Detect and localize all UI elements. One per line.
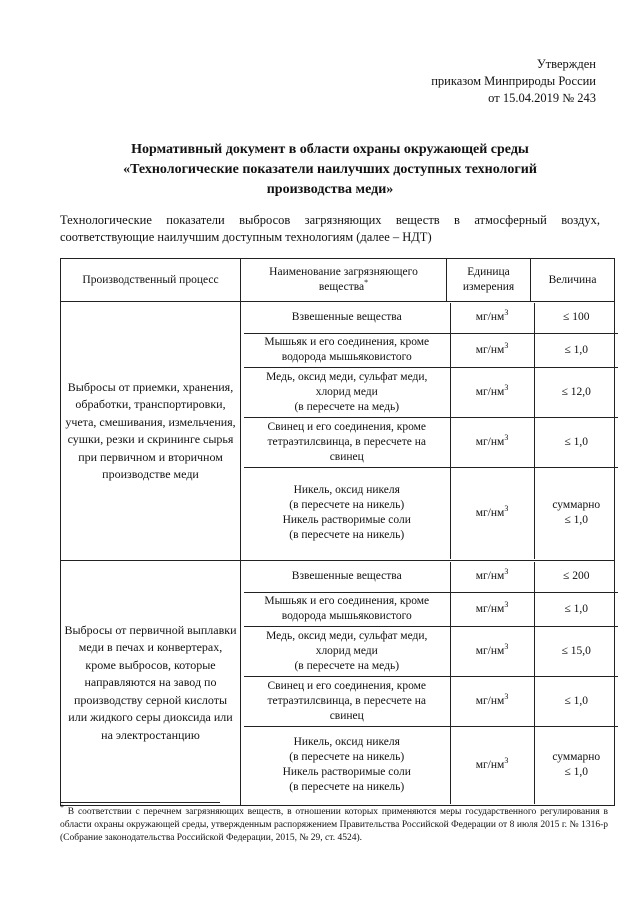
value-line: ≤ 15,0 bbox=[561, 644, 591, 657]
substance-cell bbox=[244, 367, 450, 417]
substance-cell bbox=[244, 626, 450, 676]
approval-line: Утвержден bbox=[536, 57, 596, 71]
document-title bbox=[60, 140, 600, 200]
unit-text: мг/нм bbox=[475, 343, 505, 356]
footnote-text: В соответствии с перечнем загрязняющих веществ, в отношении которых применяются меры государственного регулирования в области охраны окружающей среды, утвержденным распоряжением Правительства Российской Федерации от 8 июля 2015 г. № 1316-р (Собрание законодательства Российской Федерации, 2015, № 29, ст. 4524). bbox=[60, 807, 608, 843]
value-cell bbox=[534, 726, 618, 804]
unit-exponent: 3 bbox=[504, 308, 509, 318]
unit-cell bbox=[450, 676, 534, 726]
value-line: ≤ 12,0 bbox=[561, 385, 591, 398]
unit-exponent: 3 bbox=[504, 382, 509, 392]
unit-cell bbox=[450, 367, 534, 417]
value-cell bbox=[534, 333, 618, 367]
unit-cell bbox=[450, 562, 534, 592]
approval-line: от 15.04.2019 № 243 bbox=[488, 91, 596, 105]
substance-line: Взвешенные вещества bbox=[291, 570, 402, 583]
substance-line: (в пересчете на медь) bbox=[294, 659, 400, 672]
unit-exponent: 3 bbox=[504, 340, 509, 350]
substance-line: свинец bbox=[329, 709, 364, 722]
substance-line: Мышьяк и его соединения, кроме bbox=[264, 336, 430, 348]
approval-line: приказом Минприроды России bbox=[431, 74, 596, 88]
unit-exponent: 3 bbox=[504, 567, 509, 577]
substance-line: (в пересчете на никель) bbox=[289, 499, 405, 512]
table-row bbox=[244, 676, 618, 726]
title-line: «Технологические показатели наилучших доступных технологий bbox=[123, 162, 537, 177]
value-cell bbox=[534, 626, 618, 676]
table-row bbox=[244, 592, 618, 626]
unit-text: мг/нм bbox=[475, 506, 505, 519]
unit-text: мг/нм bbox=[475, 602, 505, 615]
unit-text: мг/нм bbox=[475, 435, 505, 448]
unit-text: мг/нм bbox=[475, 570, 505, 583]
process-cell: Выбросы от приемки, хранения, обработки, транспортировки, учета, смешивания, измельчения, сушки, резки и скрининге сырья при первичном и вторичном производстве меди bbox=[61, 302, 241, 561]
unit-cell bbox=[450, 333, 534, 367]
value-line: ≤ 1,0 bbox=[564, 766, 589, 779]
value-line: суммарно bbox=[552, 499, 601, 512]
indicators-table bbox=[60, 258, 615, 806]
value-line: ≤ 1,0 bbox=[564, 343, 589, 356]
substance-line: Никель растворимые соли bbox=[282, 766, 411, 779]
title-line: производства меди» bbox=[266, 182, 394, 197]
unit-exponent: 3 bbox=[504, 641, 509, 651]
unit-text: мг/нм bbox=[475, 694, 505, 707]
header-value: Величина bbox=[531, 259, 615, 302]
substance-line: Мышьяк и его соединения, кроме bbox=[264, 595, 430, 607]
table-group-row bbox=[61, 561, 615, 806]
title-line: Нормативный документ в области охраны окружающей среды bbox=[131, 142, 529, 157]
substance-line: Взвешенные вещества bbox=[291, 311, 402, 324]
header-substance bbox=[241, 259, 447, 302]
group-rows-cell bbox=[241, 302, 615, 561]
substance-cell bbox=[244, 726, 450, 804]
header-process: Производственный процесс bbox=[61, 259, 241, 302]
substance-line: водорода мышьяковистого bbox=[281, 610, 412, 622]
unit-cell bbox=[450, 726, 534, 804]
intro-line: соответствующие наилучшим доступным технологиям (далее – НДТ) bbox=[60, 230, 432, 244]
unit-cell bbox=[450, 303, 534, 333]
substance-line: (в пересчете на медь) bbox=[294, 400, 400, 413]
table-group-row bbox=[61, 302, 615, 561]
value-cell bbox=[534, 592, 618, 626]
unit-text: мг/нм bbox=[475, 758, 505, 771]
substance-line: водорода мышьяковистого bbox=[281, 351, 412, 363]
header-unit: Единица измерения bbox=[447, 259, 531, 302]
value-cell bbox=[534, 417, 618, 467]
value-cell bbox=[534, 676, 618, 726]
unit-text: мг/нм bbox=[475, 311, 505, 324]
table-row bbox=[244, 626, 618, 676]
unit-exponent: 3 bbox=[504, 432, 509, 442]
value-cell bbox=[534, 467, 618, 559]
value-line: ≤ 1,0 bbox=[564, 694, 589, 707]
value-line: ≤ 100 bbox=[563, 311, 590, 324]
unit-cell bbox=[450, 592, 534, 626]
substance-line: Никель, оксид никеля bbox=[293, 736, 400, 749]
value-line: ≤ 1,0 bbox=[564, 435, 589, 448]
unit-exponent: 3 bbox=[504, 755, 509, 765]
substance-line: Никель, оксид никеля bbox=[293, 484, 400, 497]
substance-line: хлорид меди bbox=[315, 385, 378, 398]
substance-cell bbox=[244, 592, 450, 626]
table-row bbox=[244, 562, 618, 592]
substance-line: тетраэтилсвинца, в пересчете на bbox=[267, 694, 427, 707]
substance-line: Медь, оксид меди, сульфат меди, bbox=[266, 370, 428, 383]
substance-line: тетраэтилсвинца, в пересчете на bbox=[267, 435, 427, 448]
value-cell bbox=[534, 367, 618, 417]
group-rows bbox=[244, 303, 618, 559]
unit-cell bbox=[450, 417, 534, 467]
group-rows-cell bbox=[241, 561, 615, 806]
table-row bbox=[244, 726, 618, 804]
value-cell bbox=[534, 303, 618, 333]
footnote-mark: * bbox=[60, 802, 64, 812]
substance-cell bbox=[244, 676, 450, 726]
substance-line: Медь, оксид меди, сульфат меди, bbox=[266, 629, 428, 642]
unit-text: мг/нм bbox=[475, 385, 505, 398]
unit-cell bbox=[450, 626, 534, 676]
substance-line: (в пересчете на никель) bbox=[289, 529, 405, 542]
value-line: ≤ 1,0 bbox=[564, 602, 589, 615]
header-substance-text: Наименование загрязняющего вещества bbox=[269, 266, 418, 293]
substance-line: Свинец и его соединения, кроме bbox=[267, 679, 427, 692]
table-row bbox=[244, 333, 618, 367]
substance-cell bbox=[244, 303, 450, 333]
value-line: ≤ 1,0 bbox=[564, 514, 589, 527]
value-line: ≤ 200 bbox=[563, 570, 590, 583]
intro-line: Технологические показатели выбросов загрязняющих веществ в атмосферный воздух, bbox=[60, 213, 600, 227]
substance-line: свинец bbox=[329, 450, 364, 463]
unit-exponent: 3 bbox=[504, 691, 509, 701]
value-line: суммарно bbox=[552, 751, 601, 764]
unit-text: мг/нм bbox=[475, 644, 505, 657]
substance-line: (в пересчете на никель) bbox=[289, 751, 405, 764]
footnote-mark: * bbox=[364, 278, 369, 288]
group-rows bbox=[244, 562, 618, 804]
process-cell: Выбросы от первичной выплавки меди в печах и конвертерах, кроме выбросов, которые направляются на завод по производству серной кислоты или жидкого серы диоксида или на электростанцию bbox=[61, 561, 241, 806]
unit-exponent: 3 bbox=[504, 599, 509, 609]
approval-block bbox=[431, 56, 596, 107]
substance-line: Никель растворимые соли bbox=[282, 514, 411, 527]
substance-cell bbox=[244, 417, 450, 467]
table-row bbox=[244, 303, 618, 333]
value-cell bbox=[534, 562, 618, 592]
substance-cell bbox=[244, 467, 450, 559]
table-row bbox=[244, 417, 618, 467]
unit-cell bbox=[450, 467, 534, 559]
table-row bbox=[244, 367, 618, 417]
substance-line: хлорид меди bbox=[315, 644, 378, 657]
substance-cell bbox=[244, 333, 450, 367]
unit-exponent: 3 bbox=[504, 503, 509, 513]
footnote-divider bbox=[60, 802, 220, 803]
table-header-row bbox=[61, 259, 615, 302]
substance-line: (в пересчете на никель) bbox=[289, 781, 405, 794]
intro-paragraph bbox=[60, 212, 600, 246]
table-row bbox=[244, 467, 618, 559]
footnote bbox=[60, 802, 608, 845]
substance-line: Свинец и его соединения, кроме bbox=[267, 420, 427, 433]
substance-cell bbox=[244, 562, 450, 592]
